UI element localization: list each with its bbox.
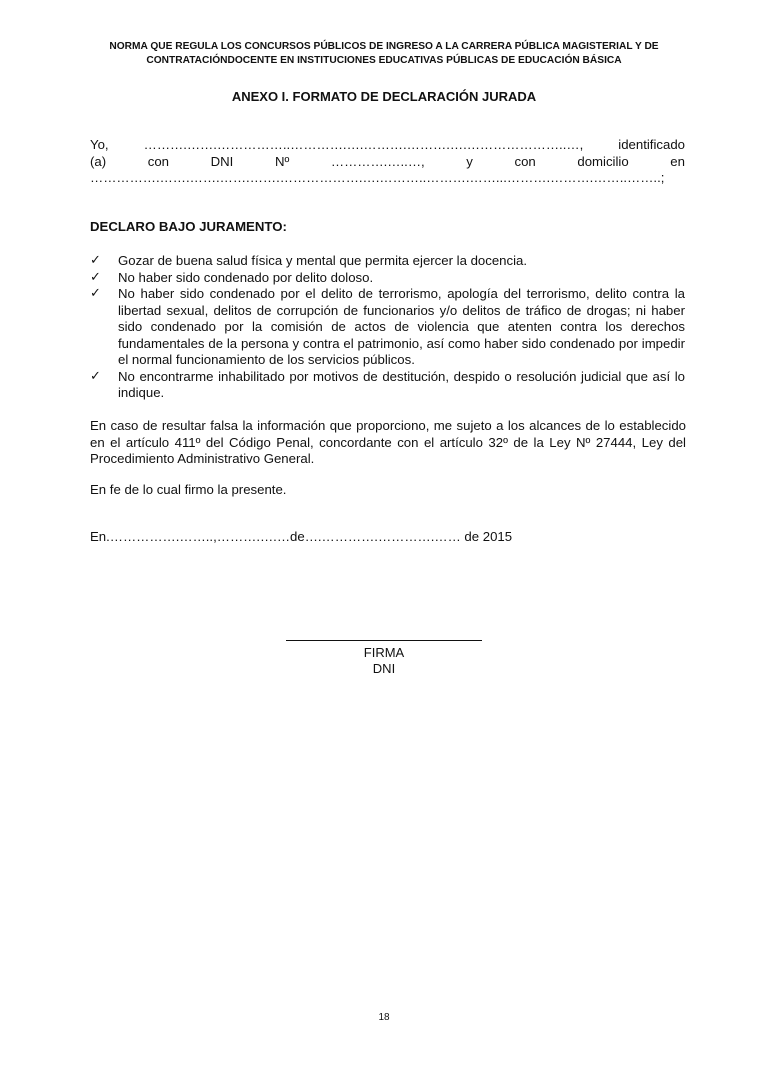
- word-domicilio: domicilio: [577, 153, 629, 169]
- checkmark-icon: ✓: [90, 269, 101, 285]
- dni-blank: ………….…..…,: [330, 153, 425, 169]
- signature-label: FIRMA: [363, 645, 405, 660]
- word-no: Nº: [274, 153, 290, 169]
- checklist-item: [90, 253, 685, 270]
- checklist-item-text: No haber sido condenado por el delito de terrorismo, apología del terrorismo, delito contra la libertad sexual, delitos de corrupción de funcionarios y/o delitos de tráfico de drogas; ni haber sido condenado por la comisión de actos de violencia que atenten contra los derechos fundamentales de la persona y contra el patrimonio, así como haber sido condenado por impedir el normal funcionamiento de los servicios públicos.: [118, 286, 685, 367]
- declaration-checklist: [90, 253, 685, 402]
- checklist-item-text: No haber sido condenado por delito doloso.: [118, 269, 374, 285]
- word-con: con: [147, 153, 169, 169]
- identification-block: [90, 137, 685, 187]
- checkmark-icon: ✓: [90, 368, 101, 384]
- word-a: (a): [90, 153, 107, 169]
- header-line-1: NORMA QUE REGULA LOS CONCURSOS PÚBLICOS DE INGRESO A LA CARRERA PÚBLICA MAGISTERIAL Y DE: [109, 41, 659, 52]
- checklist-item: [90, 286, 685, 369]
- checklist-item-text: Gozar de buena salud física y mental que permita ejercer la docencia.: [118, 253, 528, 268]
- word-dni: DNI: [210, 153, 234, 169]
- signature-block: [286, 645, 482, 677]
- page-number: 18: [378, 1012, 390, 1023]
- annex-title: ANEXO I. FORMATO DE DECLARACIÓN JURADA: [231, 89, 537, 104]
- identificado-label: identificado: [618, 137, 685, 152]
- identification-line-1: [90, 137, 685, 154]
- yo-label: Yo,: [90, 137, 109, 152]
- place-date-line: En.…………….……..,……….….…de….………….………….…… de 2015: [90, 529, 513, 544]
- name-blank: ……….…….……………..………….….……….……….….…………………..…,: [143, 137, 584, 152]
- document-header: [70, 40, 698, 68]
- word-con-2: con: [514, 153, 536, 169]
- false-info-paragraph: En caso de resultar falsa la información que proporciono, me sujeto a los alcances de lo establecido en el artículo 411º del Código Penal, concordante con el artículo 32º de la Ley Nº 27444, Ley del Procedimiento Administrativo General.: [90, 418, 686, 466]
- declaro-heading: DECLARO BAJO JURAMENTO:: [90, 219, 287, 234]
- checkmark-icon: ✓: [90, 286, 101, 301]
- checklist-item-text: No encontrarme inhabilitado por motivos de destitución, despido o resolución judicial que así lo indique.: [118, 368, 685, 400]
- sign-paragraph: En fe de lo cual firmo la presente.: [90, 482, 287, 497]
- checklist-item: [90, 270, 685, 287]
- dni-label: DNI: [372, 661, 396, 676]
- header-line-2: CONTRATACIÓNDOCENTE EN INSTITUCIONES EDUCATIVAS PÚBLICAS DE EDUCACIÓN BÁSICA: [146, 55, 622, 66]
- address-blank: …………….…….…….…….…….……………….….………..……….……...……….……….……..……..;: [90, 170, 665, 185]
- word-y: y: [466, 153, 473, 169]
- signature-line: [286, 640, 482, 641]
- checkmark-icon: ✓: [90, 253, 101, 268]
- checklist-item: [90, 369, 685, 402]
- identification-line-2: [90, 154, 685, 171]
- word-en: en: [670, 153, 685, 169]
